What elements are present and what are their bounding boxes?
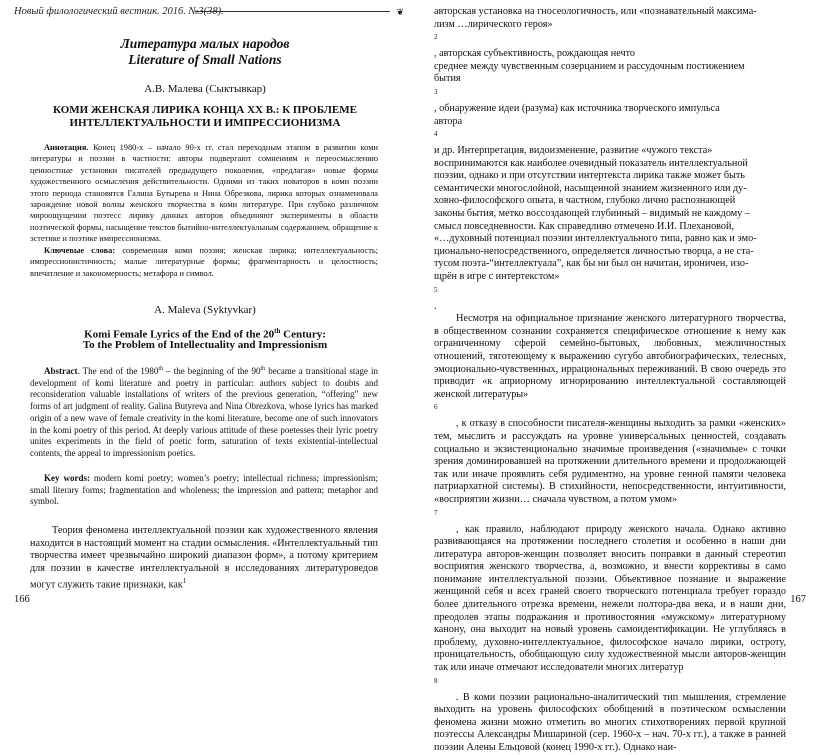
- abstract-en-p3: became a transitional stage in development of komi literature and poetry in particular: authors subject to doubts and reconsideration valuable installations of writers of the previous generation, “offering” new forms of art judgment of reality. Galina Butyreva and Nina Obrezkova, whose lyrics has marked origin of a new wave of female creativity in the komi literature, become one of such innovators in the komi poetry of this period. At deeply various attitude of these poetesses their lyric poetry unites experiments in the field of poetic form, saturation of texts existential-intellectual contents, the appeal to impressionism poetics.: [30, 366, 378, 458]
- right-line: законы бытия, метко воссоздающей глубинный – видимый не каждому –: [434, 208, 750, 220]
- left-page: [0, 0, 410, 609]
- keywords-ru: [30, 245, 378, 279]
- title-en-post: Century:: [280, 328, 326, 341]
- page-number-right: 167: [790, 594, 806, 605]
- author-ru: А.В. Малева (Сыктывкар): [144, 83, 266, 95]
- author-en: A. Maleva (Syktyvkar): [154, 304, 256, 316]
- right-line: семантически многослойной, насыщенной знанием жизненного или ду-: [434, 182, 747, 194]
- right-line: тусом поэта-“интеллектуала”, как бы ни был он начитан, ироничен, изо-: [434, 258, 749, 270]
- keywords-en-label: Key words:: [44, 473, 90, 483]
- right-line: бытия $^3$ , обнаружение идеи (разума) как источника творческого импульса: [434, 73, 720, 114]
- right-line: автора $^4$ и др. Интерпретация, видоизменение, развитие «чужого текста»: [434, 115, 713, 157]
- right-line: щрён в игре с интертекстом» $^5$ .: [434, 271, 560, 312]
- abstract-en-sup2: th: [260, 366, 266, 372]
- section-title-ru: Литература малых народов: [120, 36, 290, 51]
- right-line: поэзии, однако и при отсутствии интертекста лирика также может быть: [434, 170, 745, 182]
- right-line: смысл повседневности. Как справедливо отмечено И.И. Плехановой,: [434, 220, 734, 232]
- article-title-en-line2: To the Problem of Intellectuality and Impressionism: [82, 339, 328, 351]
- keywords-en-text: modern komi poetry; women’s poetry; intellectual richness; impressionism; small literary forms; fragmentation and wholeness; the impression and pattern; metaphor and symbol.: [30, 473, 379, 507]
- right-line: ционально-непосредственного, определяется личностью творца, а не ста-: [434, 245, 754, 257]
- header-ornament: [196, 8, 404, 16]
- right-line: авторская установка на гносеологичность, или «познавательный максима-: [434, 6, 757, 17]
- abstract-en-p1: . The end of the 1980: [77, 366, 159, 376]
- right-line: ховно-философского опыта, в частном, глубоко лично распознающей: [434, 195, 736, 207]
- right-line: «…духовный потенциал поэзии интеллектуального типа, равно как и эмо-: [434, 233, 757, 245]
- running-header: Новый филологический вестник. 2016. №3(38).: [14, 6, 224, 17]
- keywords-en: [30, 473, 378, 508]
- body-left-text: Теория феномена интеллектуальной поэзии как художественного явления находится в настоящий момент на стадии осмысления. «Интеллектуальный тип творчества имеет чрезвычайно широкий диапазон форм», а потому критерием для поэзии в качестве интеллектуальной в исследованиях литературоведов могут служить такие признаки, как: [30, 525, 378, 591]
- page-number-left: 166: [14, 594, 30, 605]
- article-title-ru-line1: КОМИ ЖЕНСКАЯ ЛИРИКА КОНЦА ХХ В.: К ПРОБЛЕМЕ: [53, 104, 357, 116]
- abstract-en-p2: – the beginning of the 90: [163, 366, 261, 376]
- section-title-en: Literature of Small Nations: [128, 52, 282, 67]
- abstract-en: [30, 364, 378, 460]
- body-left-sup: 1: [182, 577, 187, 586]
- abstract-ru-text: Конец 1980-х – начало 90-х гг. стал переходным этапом в развитии коми литературы и поэзии в частности: авторы подвергают сомнениям и переосмыслению ценностные установки писателей предыдущего поколения, «предлагая» новые формы художественного осмысления действительности. Одними из таких новаторов в коми поэзии этого периода становятся Галина Бутырева и Нина Обрезкова, лирика которых ознаменовала зарождение новой волны женского творчества в коми литературе. При глубоко различном мироощущении поэтесс лирику данных авторов объединяют эксперименты в области поэтической формы, насыщение текстов бытийно-интеллектуальным содержанием, обращение к эстетике и поэтике импрессионизма.: [30, 143, 378, 244]
- right-page: [410, 0, 820, 753]
- body-left-paragraph: [30, 525, 378, 592]
- keywords-ru-text: современная коми поэзия; женская лирика; интеллектуальность; импрессионистичность; малые литературные формы; фрагментарность и целостность; впечатление и закономерность; метафора и символ.: [30, 246, 378, 278]
- article-title-ru-line2: ИНТЕЛЛЕКТУАЛЬНОСТИ И ИМПРЕССИОНИЗМА: [69, 117, 341, 129]
- abstract-ru: [30, 142, 378, 245]
- abstract-ru-label: Аннотация.: [44, 143, 89, 152]
- abstract-en-sup1: th: [158, 366, 164, 372]
- right-line: среднее между чувственным созерцанием и рассудочным постижением: [434, 60, 745, 72]
- right-line: воспринимаются как наиболее очевидный показатель интеллектуальной: [434, 157, 748, 169]
- title-en-pre: Komi Female Lyrics of the End of the 20: [84, 328, 275, 341]
- right-column-text: [434, 6, 786, 755]
- ornament-line: [196, 11, 390, 12]
- right-paragraph-2: Несмотря на официальное признание женского литературного творчества, в общественном сознании сохраняется специфическое отношение к нему как ограниченному сферой семейно-бытовых, любовных, межличностных отношений, тяготеющему к выражению сугубо автобиографических, телесных, эмоционально-чувственных, иррациональных переживаний. В свою очередь это приводит «к априорному игнорированию интеллектуальной составляющей женской литературы» $^6$ , к отказу в способности писателя-женщины выходить за рамки «женских» тем, мыслить и рассуждать на уровне универсальных ценностей, создавать социально и экзистенционально значимые произведения («значимые» с точки зрения доминировавшей на протяжении длительного времени и продолжающей так или иначе проявлять себя рудиментно, на уровне генной памяти человека патриархатной системы). В стихийности, непосредственности, интуитивности, «восприятии жизни… сначала чувством, а потом умом» $^7$ , как правило, наблюдают природу женского начала. Однако активно развивающаяся на протяжении последнего столетия и особенно в наши дни литература авторов-женщин позволяет вносить поправки в данный стереотип восприятия женского творчества, а, возможно, и внести коррективы в само понимание интеллектуальной поэзии. Объективное познание и выражение женщиной себя и всех граней своего творческого потенциала требует гораздо более длительного отрезка времени, нежели полтора-два века, и в наши дни, преодолев этапы подражания и противостояния «мужскому» литературному канону, она выходит на новый уровень самоидентификации. Не углубляясь в проблему, духовно-интеллектуальное, философское начало лирики, остроту, проницательность, обобщающую силу художественной мысли авторов-женщин так или иначе отмечают исследователи многих литератур $^8$ . В коми поэзии рационально-аналитический тип мышления, стремление выходить на уровень философских обобщений в поэтическом осмыслении феномена жизни можно отметить во многих стихотворениях первой крупной поэтессы Александры Мишариной (сер. 1960-х – нач. 70-х гг.), а также в ранней поэзии Алены Ельцовой (конец 1990-х гг.). Однако наи-: [434, 313, 786, 753]
- abstract-en-label: Abstract: [44, 366, 78, 376]
- title-en-sup: th: [274, 327, 281, 335]
- ornament-knot-icon: ❦: [396, 7, 404, 17]
- keywords-ru-label: Ключевые слова:: [44, 246, 116, 255]
- right-line: лизм …лирического героя» $^2$ , авторская субъективность, рождающая нечто: [434, 18, 635, 60]
